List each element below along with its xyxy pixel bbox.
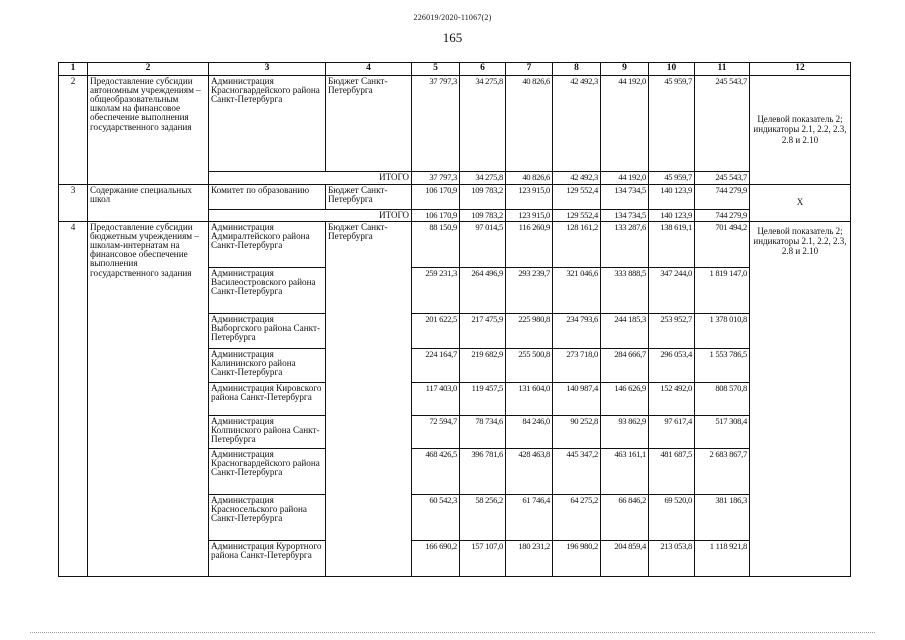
total-value: 40 826,6 bbox=[506, 171, 553, 184]
value-cell: 273 718,0 bbox=[553, 348, 601, 382]
column-header-row bbox=[59, 63, 851, 76]
value-cell: 134 734,5 bbox=[601, 184, 649, 209]
value-cell: 37 797,3 bbox=[412, 75, 460, 171]
total-value: 34 275,8 bbox=[460, 171, 506, 184]
total-value: 109 783,2 bbox=[460, 209, 506, 221]
value-cell: 213 053,8 bbox=[649, 540, 695, 576]
executor: Администрация Красногвардейского района Санкт-Петербурга bbox=[209, 448, 326, 494]
value-cell: 333 888,5 bbox=[601, 267, 649, 313]
column-header: 2 bbox=[88, 63, 209, 76]
value-cell: 66 846,2 bbox=[601, 494, 649, 540]
column-header: 7 bbox=[506, 63, 553, 76]
value-cell: 146 626,9 bbox=[601, 382, 649, 415]
executor: Администрация Красносельского района Санкт-Петербурга bbox=[209, 494, 326, 540]
column-header: 9 bbox=[601, 63, 649, 76]
value-total: 517 308,4 bbox=[695, 415, 750, 448]
measure-name: Предоставление субсидии бюджетным учреждениям – школам-интернатам на финансовое обеспечение выполнения государственного задания bbox=[88, 221, 209, 576]
column-header: 8 bbox=[553, 63, 601, 76]
column-header: 3 bbox=[209, 63, 326, 76]
value-total: 1 819 147,0 bbox=[695, 267, 750, 313]
funding-source: Бюджет Санкт-Петербурга bbox=[326, 75, 412, 171]
value-total: 1 378 010,8 bbox=[695, 313, 750, 348]
value-cell: 97 617,4 bbox=[649, 415, 695, 448]
value-cell: 219 682,9 bbox=[460, 348, 506, 382]
value-cell: 180 231,2 bbox=[506, 540, 553, 576]
value-cell: 97 014,5 bbox=[460, 221, 506, 267]
total-value: 42 492,3 bbox=[553, 171, 601, 184]
total-value: 37 797,3 bbox=[412, 171, 460, 184]
value-cell: 109 783,2 bbox=[460, 184, 506, 209]
value-total: 1 118 921,8 bbox=[695, 540, 750, 576]
value-cell: 152 492,0 bbox=[649, 382, 695, 415]
executor: Администрация Колпинского района Санкт-Петербурга bbox=[209, 415, 326, 448]
value-cell: 157 107,0 bbox=[460, 540, 506, 576]
value-cell: 60 542,3 bbox=[412, 494, 460, 540]
value-cell: 129 552,4 bbox=[553, 184, 601, 209]
column-header: 11 bbox=[695, 63, 750, 76]
total-value: 129 552,4 bbox=[553, 209, 601, 221]
value-cell: 463 161,1 bbox=[601, 448, 649, 494]
value-cell: 44 192,0 bbox=[601, 75, 649, 171]
total-value: 140 123,9 bbox=[649, 209, 695, 221]
value-cell: 321 046,6 bbox=[553, 267, 601, 313]
value-cell: 347 244,0 bbox=[649, 267, 695, 313]
value-cell: 117 403,0 bbox=[412, 382, 460, 415]
measure-name: Содержание специальных школ bbox=[88, 184, 209, 221]
value-cell: 40 826,6 bbox=[506, 75, 553, 171]
column-header: 10 bbox=[649, 63, 695, 76]
value-cell: 481 687,5 bbox=[649, 448, 695, 494]
value-cell: 140 987,4 bbox=[553, 382, 601, 415]
value-cell: 123 915,0 bbox=[506, 184, 553, 209]
value-cell: 255 500,8 bbox=[506, 348, 553, 382]
target-indicators: Целевой показатель 2; индикаторы 2.1, 2.2, 2.3, 2.8 и 2.10 bbox=[750, 75, 851, 184]
value-cell: 116 260,9 bbox=[506, 221, 553, 267]
total-value: 123 915,0 bbox=[506, 209, 553, 221]
value-cell: 119 457,5 bbox=[460, 382, 506, 415]
table-row bbox=[59, 75, 851, 171]
value-total: 2 683 867,7 bbox=[695, 448, 750, 494]
column-header: 5 bbox=[412, 63, 460, 76]
value-cell: 259 231,3 bbox=[412, 267, 460, 313]
row-number: 2 bbox=[59, 75, 88, 184]
value-cell: 42 492,3 bbox=[553, 75, 601, 171]
value-cell: 225 980,8 bbox=[506, 313, 553, 348]
executor: Администрация Курортного района Санкт-Петербурга bbox=[209, 540, 326, 576]
executor: Администрация Василеостровского района Санкт-Петербурга bbox=[209, 267, 326, 313]
value-cell: 58 256,2 bbox=[460, 494, 506, 540]
scan-edge bbox=[30, 632, 875, 635]
row-number: 4 bbox=[59, 221, 88, 576]
value-cell: 138 619,1 bbox=[649, 221, 695, 267]
value-cell: 201 622,5 bbox=[412, 313, 460, 348]
target-indicators: Целевой показатель 2; индикаторы 2.1, 2.2, 2.3, 2.8 и 2.10 bbox=[750, 221, 851, 576]
value-cell: 284 666,7 bbox=[601, 348, 649, 382]
value-cell: 88 150,9 bbox=[412, 221, 460, 267]
row-number: 3 bbox=[59, 184, 88, 221]
executor: Администрация Кировского района Санкт-Петербурга bbox=[209, 382, 326, 415]
value-cell: 93 862,9 bbox=[601, 415, 649, 448]
value-cell: 234 793,6 bbox=[553, 313, 601, 348]
value-cell: 45 959,7 bbox=[649, 75, 695, 171]
value-total: 744 279,9 bbox=[695, 184, 750, 209]
value-total: 808 570,8 bbox=[695, 382, 750, 415]
total-value: 245 543,7 bbox=[695, 171, 750, 184]
value-cell: 296 053,4 bbox=[649, 348, 695, 382]
total-value: 744 279,9 bbox=[695, 209, 750, 221]
value-total: 1 553 786,5 bbox=[695, 348, 750, 382]
value-cell: 396 781,6 bbox=[460, 448, 506, 494]
value-total: 701 494,2 bbox=[695, 221, 750, 267]
value-cell: 131 604,0 bbox=[506, 382, 553, 415]
value-cell: 128 161,2 bbox=[553, 221, 601, 267]
value-cell: 244 185,3 bbox=[601, 313, 649, 348]
value-cell: 166 690,2 bbox=[412, 540, 460, 576]
column-header: 1 bbox=[59, 63, 88, 76]
column-header: 12 bbox=[750, 63, 851, 76]
total-label: ИТОГО bbox=[209, 171, 412, 184]
value-cell: 64 275,2 bbox=[553, 494, 601, 540]
document-id: 226019/2020-11067(2) bbox=[413, 13, 492, 22]
value-cell: 72 594,7 bbox=[412, 415, 460, 448]
executor: Администрация Адмиралтейского района Санкт-Петербурга bbox=[209, 221, 326, 267]
value-cell: 78 734,6 bbox=[460, 415, 506, 448]
value-cell: 133 287,6 bbox=[601, 221, 649, 267]
value-cell: 224 164,7 bbox=[412, 348, 460, 382]
executor: Администрация Калининского района Санкт-Петербурга bbox=[209, 348, 326, 382]
value-cell: 428 463,8 bbox=[506, 448, 553, 494]
measure-name: Предоставление субсидии автономным учреждениям – общеобразовательным школам на финансовое обеспечение выполнения государственного задания bbox=[88, 75, 209, 184]
value-cell: 204 859,4 bbox=[601, 540, 649, 576]
value-cell: 253 952,7 bbox=[649, 313, 695, 348]
value-cell: 293 239,7 bbox=[506, 267, 553, 313]
value-cell: 140 123,9 bbox=[649, 184, 695, 209]
table-row bbox=[59, 184, 851, 209]
table-row bbox=[59, 221, 851, 267]
executor: Комитет по образованию bbox=[209, 184, 326, 209]
total-value: 106 170,9 bbox=[412, 209, 460, 221]
funding-source: Бюджет Санкт-Петербурга bbox=[326, 184, 412, 209]
column-header: 4 bbox=[326, 63, 412, 76]
executor: Администрация Выборгского района Санкт-Петербурга bbox=[209, 313, 326, 348]
total-value: 45 959,7 bbox=[649, 171, 695, 184]
value-cell: 264 496,9 bbox=[460, 267, 506, 313]
executor: Администрация Красногвардейского района Санкт-Петербурга bbox=[209, 75, 326, 171]
funding-source: Бюджет Санкт-Петербурга bbox=[326, 221, 412, 576]
value-cell: 217 475,9 bbox=[460, 313, 506, 348]
value-cell: 90 252,8 bbox=[553, 415, 601, 448]
value-cell: 445 347,2 bbox=[553, 448, 601, 494]
total-label: ИТОГО bbox=[209, 209, 412, 221]
target-indicators: Х bbox=[750, 184, 851, 221]
value-total: 381 186,3 bbox=[695, 494, 750, 540]
value-cell: 84 246,0 bbox=[506, 415, 553, 448]
page-number: 165 bbox=[442, 30, 463, 45]
value-cell: 34 275,8 bbox=[460, 75, 506, 171]
column-header: 6 bbox=[460, 63, 506, 76]
total-value: 134 734,5 bbox=[601, 209, 649, 221]
value-cell: 69 520,0 bbox=[649, 494, 695, 540]
total-value: 44 192,0 bbox=[601, 171, 649, 184]
value-cell: 468 426,5 bbox=[412, 448, 460, 494]
value-total: 245 543,7 bbox=[695, 75, 750, 171]
value-cell: 61 746,4 bbox=[506, 494, 553, 540]
budget-table bbox=[58, 62, 851, 577]
value-cell: 196 980,2 bbox=[553, 540, 601, 576]
value-cell: 106 170,9 bbox=[412, 184, 460, 209]
